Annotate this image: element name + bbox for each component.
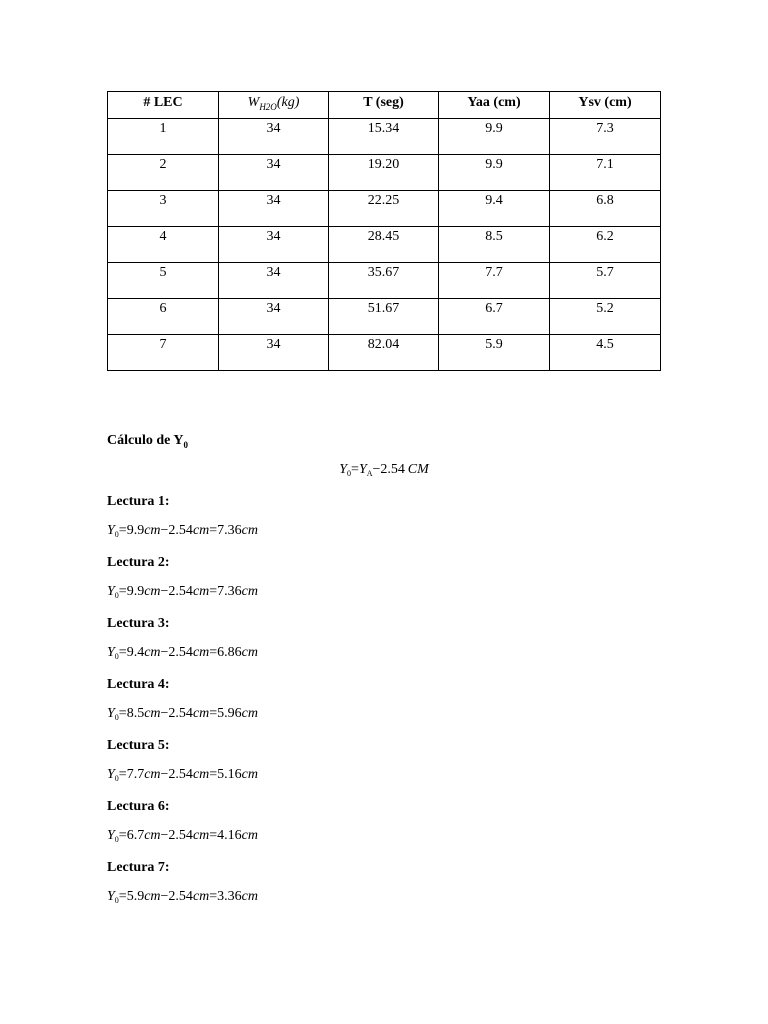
eq-result: 7.36	[217, 584, 242, 599]
eq-result: 5.16	[217, 767, 242, 782]
table-row	[108, 335, 661, 371]
eq-minus: −2.54	[160, 645, 193, 660]
cell-weight: 34	[219, 335, 329, 371]
reading-equation	[107, 706, 258, 722]
header-ysv: Ysv (cm)	[550, 92, 661, 119]
eq-unit: cm	[144, 706, 161, 721]
reading-label: Lectura 3:	[107, 616, 170, 631]
eq-value: 5.9	[126, 889, 145, 904]
eq-equals: =	[118, 523, 127, 538]
table-row	[108, 191, 661, 227]
eq-y: Y	[107, 767, 115, 782]
calc-title-sub: 0	[183, 439, 188, 450]
table-row	[108, 227, 661, 263]
reading-label: Lectura 6:	[107, 799, 170, 814]
eq-value: 8.5	[126, 706, 145, 721]
eq-equals: =	[118, 767, 127, 782]
cell-yaa: 8.5	[439, 227, 550, 263]
eq-value: 6.7	[126, 828, 145, 843]
eq-equals: =	[209, 828, 218, 843]
eq-unit: cm	[241, 889, 258, 904]
eq-equals: =	[209, 584, 218, 599]
reading-label: Lectura 5:	[107, 738, 170, 753]
eq-result: 4.16	[217, 828, 242, 843]
cell-weight: 34	[219, 227, 329, 263]
eq-unit: cm	[241, 767, 258, 782]
header-w-main: W	[247, 95, 260, 110]
formula-y: Y	[339, 462, 348, 477]
eq-unit: cm	[241, 645, 258, 660]
cell-lec: 3	[108, 191, 219, 227]
eq-unit: cm	[144, 645, 161, 660]
cell-time: 35.67	[329, 263, 439, 299]
cell-ysv: 6.2	[550, 227, 661, 263]
eq-unit: cm	[144, 828, 161, 843]
formula-ya-sub: A	[366, 469, 373, 478]
eq-unit: cm	[192, 523, 210, 538]
eq-value: 7.7	[126, 767, 145, 782]
eq-y: Y	[107, 523, 115, 538]
eq-equals: =	[118, 889, 127, 904]
eq-unit: cm	[241, 523, 258, 538]
cell-weight: 34	[219, 119, 329, 155]
cell-time: 15.34	[329, 119, 439, 155]
header-w-unit: (kg)	[276, 95, 300, 110]
eq-minus: −2.54	[160, 706, 193, 721]
eq-value: 9.9	[126, 584, 145, 599]
main-formula	[0, 462, 768, 478]
eq-unit: cm	[192, 767, 210, 782]
header-lec: # LEC	[108, 92, 219, 119]
eq-result: 5.96	[217, 706, 242, 721]
eq-minus: −2.54	[160, 584, 193, 599]
cell-lec: 2	[108, 155, 219, 191]
formula-eq: =	[351, 462, 359, 477]
eq-y-sub: 0	[114, 652, 119, 661]
eq-unit: cm	[144, 767, 161, 782]
eq-value: 9.9	[126, 523, 145, 538]
cell-time: 51.67	[329, 299, 439, 335]
cell-time: 22.25	[329, 191, 439, 227]
eq-unit: cm	[192, 584, 210, 599]
header-yaa: Yaa (cm)	[439, 92, 550, 119]
cell-lec: 4	[108, 227, 219, 263]
formula-unit: CM	[407, 462, 429, 477]
eq-y-sub: 0	[114, 835, 119, 844]
eq-y-sub: 0	[114, 530, 119, 539]
cell-lec: 1	[108, 119, 219, 155]
table-body	[108, 119, 661, 371]
eq-y: Y	[107, 584, 115, 599]
reading-equation	[107, 828, 258, 844]
eq-y: Y	[107, 645, 115, 660]
reading-equation	[107, 584, 258, 600]
eq-minus: −2.54	[160, 889, 193, 904]
table-header-row	[108, 92, 661, 119]
cell-time: 28.45	[329, 227, 439, 263]
eq-unit: cm	[192, 828, 210, 843]
reading-equation	[107, 523, 258, 539]
header-t: T (seg)	[329, 92, 439, 119]
eq-y-sub: 0	[114, 774, 119, 783]
cell-yaa: 5.9	[439, 335, 550, 371]
eq-unit: cm	[144, 584, 161, 599]
cell-lec: 7	[108, 335, 219, 371]
eq-equals: =	[209, 645, 218, 660]
eq-unit: cm	[192, 706, 210, 721]
cell-ysv: 5.2	[550, 299, 661, 335]
cell-ysv: 5.7	[550, 263, 661, 299]
cell-ysv: 7.1	[550, 155, 661, 191]
cell-lec: 6	[108, 299, 219, 335]
eq-equals: =	[209, 706, 218, 721]
eq-result: 3.36	[217, 889, 242, 904]
reading-equation	[107, 767, 258, 783]
reading-label: Lectura 2:	[107, 555, 170, 570]
eq-unit: cm	[192, 645, 210, 660]
cell-lec: 5	[108, 263, 219, 299]
header-w-h2o	[219, 92, 329, 119]
reading-equation	[107, 889, 258, 905]
reading-equation	[107, 645, 258, 661]
cell-ysv: 4.5	[550, 335, 661, 371]
eq-result: 6.86	[217, 645, 242, 660]
eq-value: 9.4	[126, 645, 145, 660]
cell-ysv: 7.3	[550, 119, 661, 155]
reading-label: Lectura 7:	[107, 860, 170, 875]
eq-equals: =	[209, 523, 218, 538]
eq-minus: −2.54	[160, 828, 193, 843]
header-w-sub: H2O	[259, 101, 277, 112]
table-row	[108, 299, 661, 335]
cell-weight: 34	[219, 155, 329, 191]
reading-label: Lectura 1:	[107, 494, 170, 509]
eq-equals: =	[118, 645, 127, 660]
table-row	[108, 119, 661, 155]
eq-y: Y	[107, 828, 115, 843]
cell-weight: 34	[219, 263, 329, 299]
calc-title	[107, 433, 188, 450]
eq-unit: cm	[192, 889, 210, 904]
eq-y: Y	[107, 706, 115, 721]
eq-result: 7.36	[217, 523, 242, 538]
eq-equals: =	[118, 706, 127, 721]
eq-minus: −2.54	[160, 767, 193, 782]
cell-time: 82.04	[329, 335, 439, 371]
formula-rest: −2.54	[372, 462, 405, 477]
eq-unit: cm	[241, 706, 258, 721]
eq-equals: =	[209, 889, 218, 904]
eq-equals: =	[209, 767, 218, 782]
cell-weight: 34	[219, 299, 329, 335]
reading-label: Lectura 4:	[107, 677, 170, 692]
cell-yaa: 9.4	[439, 191, 550, 227]
table-row	[108, 263, 661, 299]
cell-yaa: 6.7	[439, 299, 550, 335]
eq-unit: cm	[241, 828, 258, 843]
cell-ysv: 6.8	[550, 191, 661, 227]
eq-y-sub: 0	[114, 896, 119, 905]
eq-unit: cm	[241, 584, 258, 599]
cell-yaa: 9.9	[439, 119, 550, 155]
eq-equals: =	[118, 584, 127, 599]
formula-y-sub: 0	[347, 469, 352, 478]
eq-y: Y	[107, 889, 115, 904]
cell-time: 19.20	[329, 155, 439, 191]
formula-ya: Y	[358, 462, 367, 477]
cell-yaa: 7.7	[439, 263, 550, 299]
cell-yaa: 9.9	[439, 155, 550, 191]
eq-y-sub: 0	[114, 713, 119, 722]
eq-unit: cm	[144, 523, 161, 538]
table-row	[108, 155, 661, 191]
cell-weight: 34	[219, 191, 329, 227]
eq-equals: =	[118, 828, 127, 843]
data-table	[107, 91, 661, 371]
eq-y-sub: 0	[114, 591, 119, 600]
calc-title-main: Cálculo de Y	[107, 433, 184, 448]
eq-unit: cm	[144, 889, 161, 904]
eq-minus: −2.54	[160, 523, 193, 538]
